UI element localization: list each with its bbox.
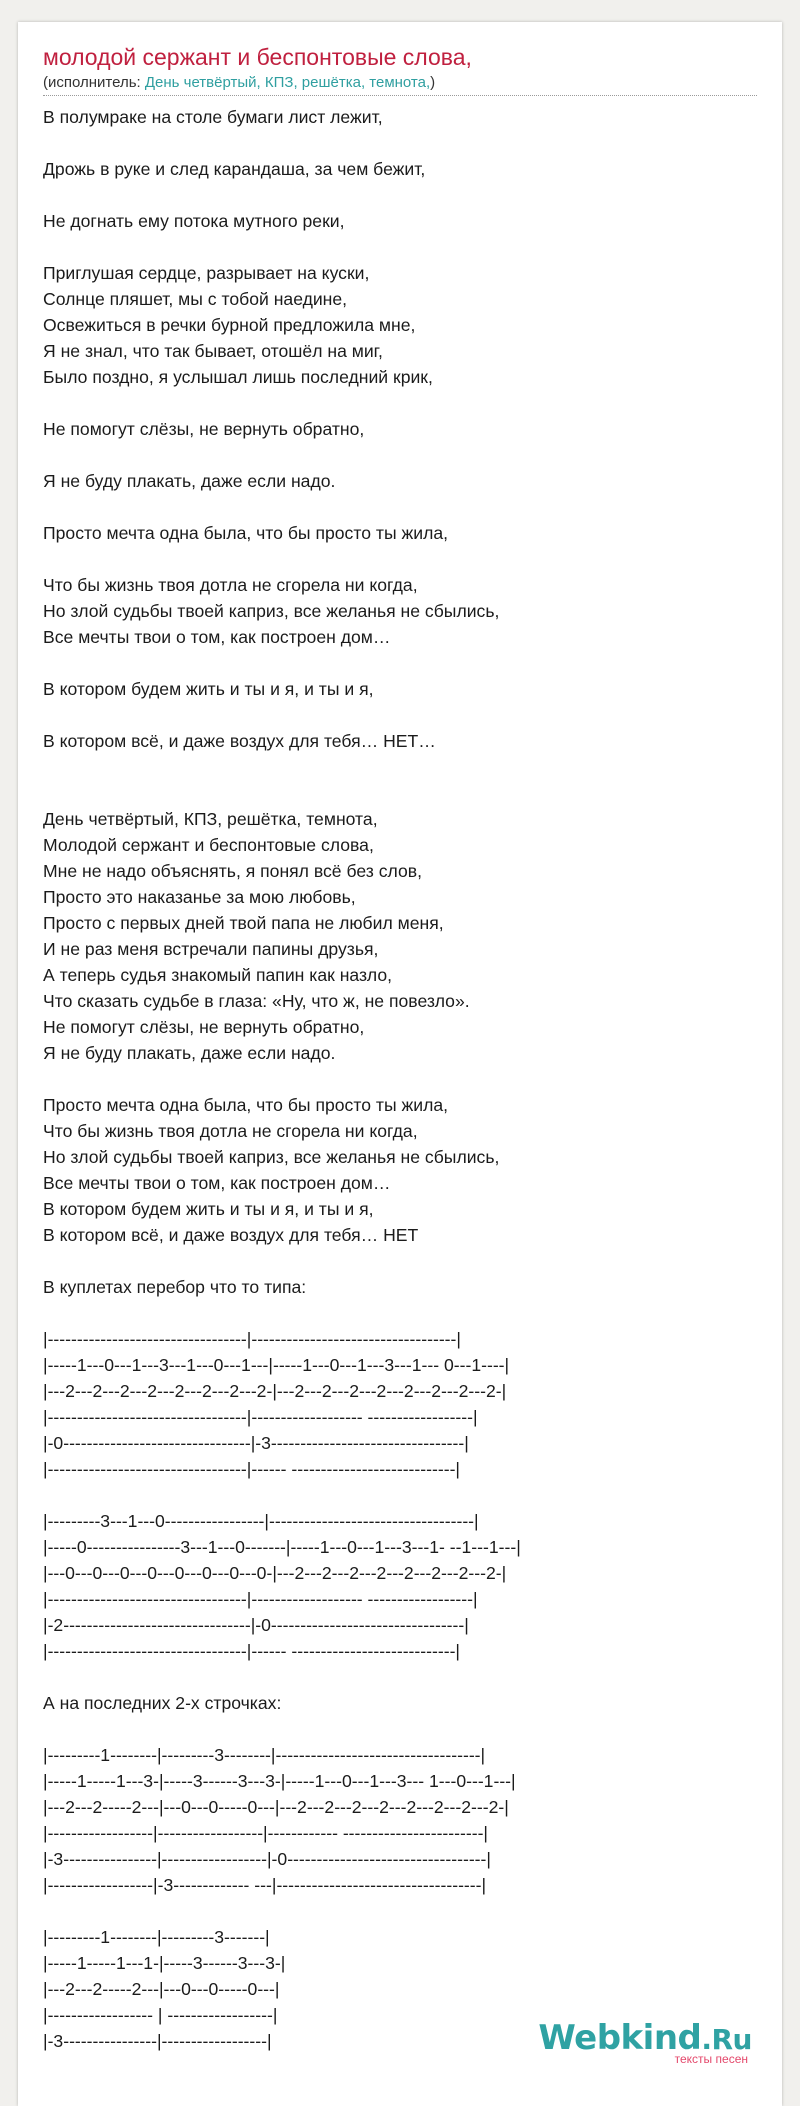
webkind-logo[interactable] xyxy=(538,2018,752,2066)
artist-prefix: (исполнитель: xyxy=(43,74,145,91)
artist-line xyxy=(43,74,435,91)
artist-suffix: ) xyxy=(430,74,436,91)
divider xyxy=(43,95,757,96)
logo-tld: .Ru xyxy=(701,2023,752,2056)
logo-tagline: тексты песен xyxy=(674,2052,748,2066)
song-card xyxy=(18,22,782,2106)
artist-link[interactable]: День четвёртый, КПЗ, решётка, темнота, xyxy=(144,74,431,91)
song-title: молодой сержант и беспонтовые слова, xyxy=(43,44,472,70)
logo-main-text: Webkind xyxy=(538,2018,702,2058)
lyrics-text: В полумраке на столе бумаги лист лежит, Дрожь в руке и след карандаша, за чем бежит, Не догнать ему потока мутного реки, Приглушая сердце, разрывает на куски, Солнце пляшет, мы с тобой наедине, Освежиться в речки бурной предложила мне, Я не знал, что так бывает, отошёл на миг, Было поздно, я услышал лишь последний крик, Не помогут слёзы, не вернуть обратно, Я не буду плакать, даже если надо. Просто мечта одна была, что бы просто ты жила, Что бы жизнь твоя дотла не сгорела ни когда, Но злой судьбы твоей каприз, все желанья не сбылись, Все мечты твои о том, как построен дом… В котором будем жить и ты и я, и ты и я, В котором всё, и даже воздух для тебя… НЕТ… День четвёртый, КПЗ, решётка, темнота, Молодой сержант и беспонтовые слова, Мне не надо объяснять, я понял всё без слов, Просто это наказанье за мою любовь, Просто с первых дней твой папа не любил меня, И не раз меня встречали папины друзья, А теперь судья знакомый папин как назло, Что сказать судьбе в глаза: «Ну, что ж, не повезло». Не помогут слёзы, не вернуть обратно, Я не буду плакать, даже если надо. Просто мечта одна была, что бы просто ты жила, Что бы жизнь твоя дотла не сгорела ни когда, Но злой судьбы твоей каприз, все желанья не сбылись, Все мечты твои о том, как построен дом… В котором будем жить и ты и я, и ты и я, В котором всё, и даже воздух для тебя… НЕТ В куплетах перебор что то типа: |----------------------------------|-----------------------------------| |-----1---0---1---3---1---0---1---|-----1---0---1---3---1--- 0---1----| |---2---2---2---2---2---2---2---2-|---2---2---2---2---2---2---2---2-| |----------------------------------|------------------- ------------------| |-0--------------------------------|-3---------------------------------| |----------------------------------|------ ----------------------------| |---------3---1---0-----------------|-----------------------------------| |-----0----------------3---1---0-------|-----1---0---1---3---1- --1---1---| |---0---0---0---0---0---0---0---0-|---2---2---2---2---2---2---2---2-| |----------------------------------|------------------- ------------------| |-2--------------------------------|-0---------------------------------| |----------------------------------|------ ----------------------------| А на последних 2-х строчках: |---------1--------|---------3--------|-----------------------------------| |-----1-----1---3-|-----3------3---3-|-----1---0---1---3--- 1---0---1---| |---2---2-----2---|---0---0-----0---|---2---2---2---2---2---2---2---2-| |------------------|------------------|------------ ------------------------| |-3----------------|------------------|-0----------------------------------| |------------------|-3------------- ---|-----------------------------------| |---------1--------|---------3-------| |-----1-----1---1-|-----3------3---3-| |---2---2-----2---|---0---0-----0---| |------------------ | ------------------| |-3----------------|------------------| xyxy=(43,107,521,2051)
